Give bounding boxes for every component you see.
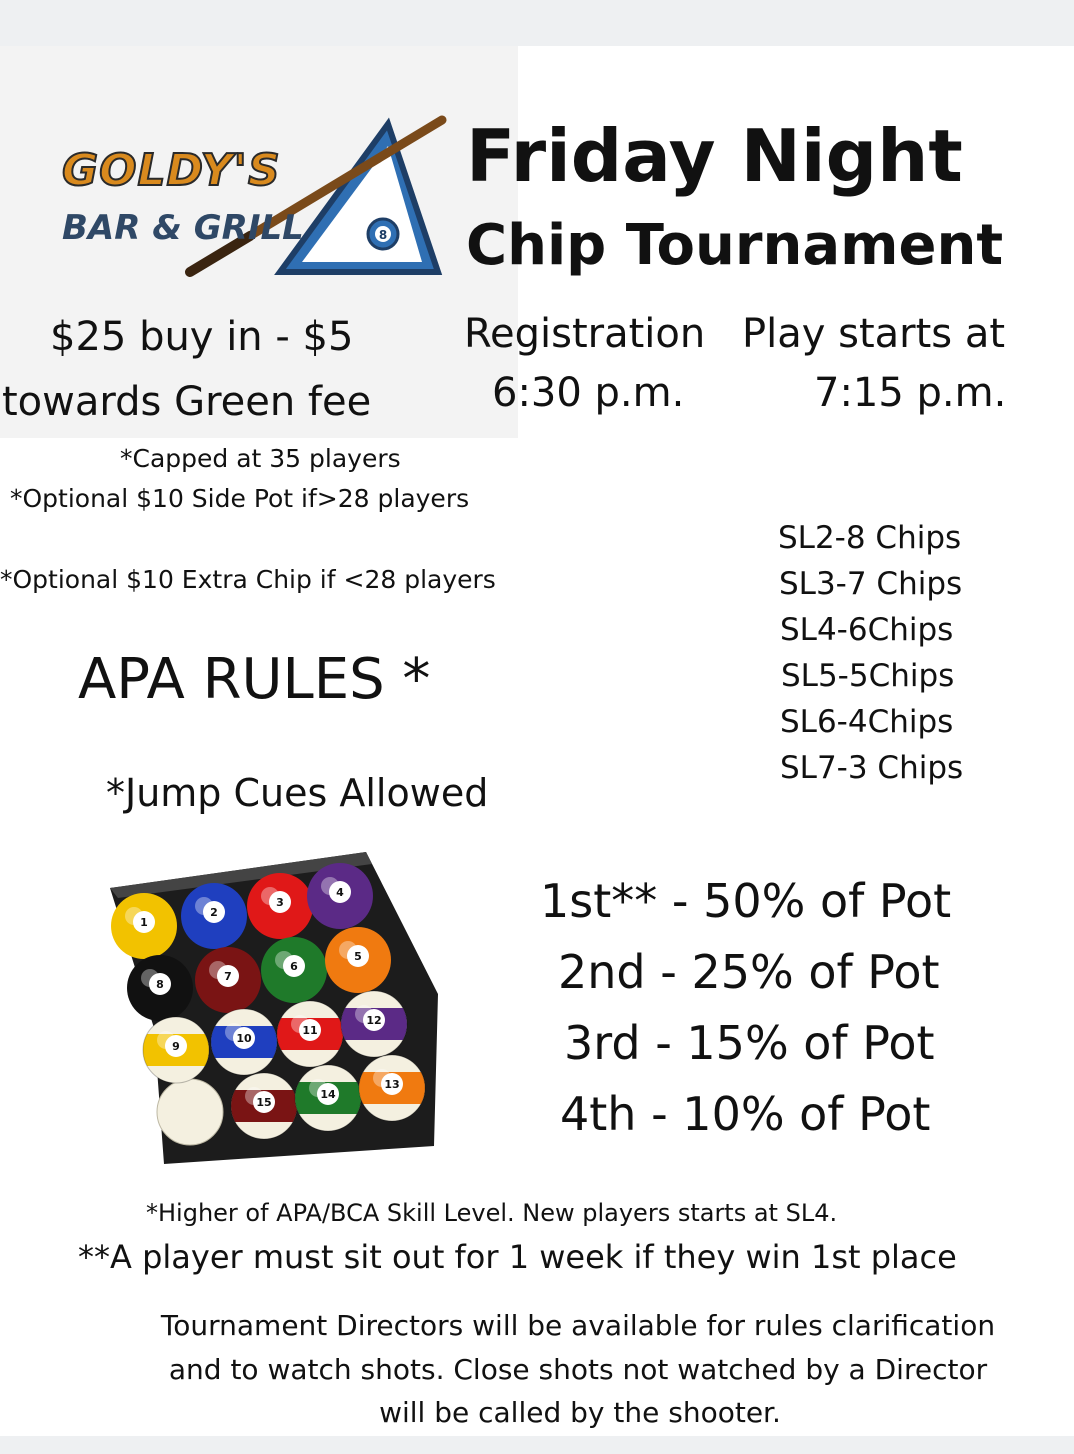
prize-2nd: 2nd - 25% of Pot <box>558 945 940 999</box>
ball-number: 5 <box>354 950 362 963</box>
ball-number: 13 <box>384 1078 400 1091</box>
directors-line3: will be called by the shooter. <box>379 1396 781 1429</box>
top-frame-strip <box>0 0 1074 46</box>
billiard-triangle-icon <box>50 112 450 282</box>
chips-sl2: SL2-8 Chips <box>778 520 962 556</box>
prize-1st: 1st** - 50% of Pot <box>540 874 952 928</box>
ball-number: 10 <box>236 1032 252 1045</box>
ball-12 <box>341 991 407 1057</box>
ball-number: 4 <box>336 886 344 899</box>
ball-number: 2 <box>210 906 218 919</box>
ball-2 <box>181 883 247 949</box>
chips-sl5: SL5-5Chips <box>781 658 955 694</box>
ball-5 <box>325 927 391 993</box>
ball-10 <box>211 1009 277 1075</box>
ball-14 <box>295 1065 361 1131</box>
chips-sl4: SL4-6Chips <box>780 612 954 648</box>
prize-4th: 4th - 10% of Pot <box>560 1087 931 1141</box>
directors-line1: Tournament Directors will be available for rules clarification <box>160 1309 996 1342</box>
ball-number: 12 <box>366 1014 382 1027</box>
note-extra-chip: *Optional $10 Extra Chip if <28 players <box>0 565 496 594</box>
cue-ball <box>157 1079 223 1145</box>
directors-line2: and to watch shots. Close shots not watched by a Director <box>168 1353 988 1386</box>
ball-number: 6 <box>290 960 298 973</box>
chips-sl7: SL7-3 Chips <box>780 750 964 786</box>
note-capped: *Capped at 35 players <box>120 444 401 473</box>
ball-1 <box>111 893 177 959</box>
logo-name: GOLDY'S <box>62 145 281 196</box>
ball-13 <box>359 1055 425 1121</box>
play-starts-label: Play starts at <box>742 311 1006 357</box>
ball-number: 15 <box>256 1096 272 1109</box>
ball-number: 14 <box>320 1088 336 1101</box>
logo-subtitle: BAR & GRILL <box>62 208 304 248</box>
play-starts-time: 7:15 p.m. <box>814 370 1007 416</box>
registration-label: Registration <box>464 311 706 357</box>
sit-out-note: **A player must sit out for 1 week if they win 1st place <box>78 1238 957 1276</box>
ball-number: 11 <box>302 1024 318 1037</box>
buy-in-line1: $25 buy in - $5 <box>50 314 354 360</box>
jump-cues-note: *Jump Cues Allowed <box>106 771 489 815</box>
ball-number: 9 <box>172 1040 180 1053</box>
apa-rules-heading: APA RULES * <box>78 647 431 712</box>
ball-4 <box>307 863 373 929</box>
registration-time: 6:30 p.m. <box>492 370 685 416</box>
note-side-pot: *Optional $10 Side Pot if>28 players <box>10 484 470 513</box>
goldys-logo <box>50 112 450 282</box>
ball-7 <box>195 947 261 1013</box>
skill-level-note: *Higher of APA/BCA Skill Level. New players starts at SL4. <box>146 1199 838 1227</box>
svg-text:8: 8 <box>378 228 388 242</box>
title-chip-tournament: Chip Tournament <box>466 213 1004 278</box>
ball-3 <box>247 873 313 939</box>
ball-number: 1 <box>140 916 148 929</box>
ball-15 <box>231 1073 297 1139</box>
ball-number: 7 <box>224 970 232 983</box>
buy-in-line2: towards Green fee <box>2 379 372 425</box>
billiard-balls-rack-image <box>104 852 440 1164</box>
prize-3rd: 3rd - 15% of Pot <box>564 1016 935 1070</box>
ball-number: 8 <box>156 978 164 991</box>
ball-6 <box>261 937 327 1003</box>
chips-sl3: SL3-7 Chips <box>779 566 963 602</box>
ball-9 <box>143 1017 209 1083</box>
ball-8 <box>127 955 193 1021</box>
chips-sl6: SL6-4Chips <box>780 704 954 740</box>
ball-11 <box>277 1001 343 1067</box>
bottom-frame-strip <box>0 1436 1074 1454</box>
ball-number: 3 <box>276 896 284 909</box>
title-friday-night: Friday Night <box>466 114 963 198</box>
